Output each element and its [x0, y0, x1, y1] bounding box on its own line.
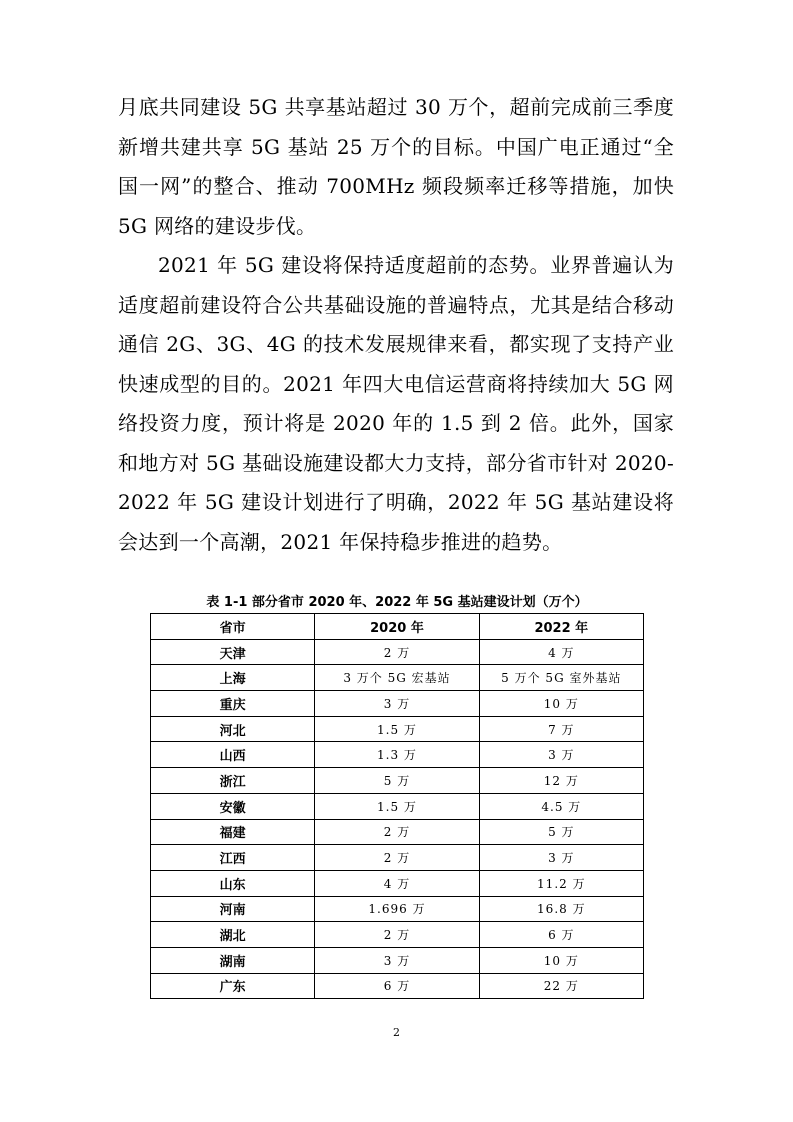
cell-province: 福建	[151, 819, 315, 845]
cell-2022: 7 万	[479, 716, 643, 742]
cell-2022: 10 万	[479, 691, 643, 717]
cell-2022: 5 万	[479, 819, 643, 845]
cell-2022: 22 万	[479, 973, 643, 999]
cell-2020: 1.5 万	[315, 716, 479, 742]
table-row	[151, 845, 644, 871]
cell-2022: 12 万	[479, 768, 643, 794]
table-body	[151, 639, 644, 999]
cell-2022: 5 万个 5G 室外基站	[479, 665, 643, 691]
cell-province: 山西	[151, 742, 315, 768]
cell-2020: 5 万	[315, 768, 479, 794]
table-caption: 表 1-1 部分省市 2020 年、2022 年 5G 基站建设计划（万个）	[206, 595, 588, 610]
cell-province: 江西	[151, 845, 315, 871]
table-row	[151, 973, 644, 999]
cell-2022: 10 万	[479, 947, 643, 973]
cell-2020: 3 万个 5G 宏基站	[315, 665, 479, 691]
cell-province: 重庆	[151, 691, 315, 717]
table-row	[151, 665, 644, 691]
cell-2022: 11.2 万	[479, 870, 643, 896]
base-station-plan-table	[150, 613, 644, 999]
body-text	[118, 88, 674, 562]
cell-province: 河南	[151, 896, 315, 922]
cell-2020: 3 万	[315, 947, 479, 973]
cell-2022: 3 万	[479, 742, 643, 768]
header-2022: 2022 年	[479, 614, 643, 640]
table-row	[151, 716, 644, 742]
cell-2022: 6 万	[479, 922, 643, 948]
cell-province: 浙江	[151, 768, 315, 794]
cell-2020: 1.3 万	[315, 742, 479, 768]
table-row	[151, 742, 644, 768]
cell-2022: 4.5 万	[479, 793, 643, 819]
table-header-row	[151, 614, 644, 640]
table-row	[151, 793, 644, 819]
table-row	[151, 639, 644, 665]
paragraph-1: 月底共同建设 5G 共享基站超过 30 万个，超前完成前三季度新增共建共享 5G 基站 25 万个的目标。中国广电正通过“全国一网”的整合、推动 700MHz 频段频率迁移等措施，加快 5G 网络的建设步伐。	[118, 95, 674, 238]
cell-province: 广东	[151, 973, 315, 999]
cell-2022: 16.8 万	[479, 896, 643, 922]
table-row	[151, 922, 644, 948]
cell-2022: 4 万	[479, 639, 643, 665]
cell-2022: 3 万	[479, 845, 643, 871]
cell-province: 湖北	[151, 922, 315, 948]
table-row	[151, 870, 644, 896]
cell-2020: 2 万	[315, 819, 479, 845]
cell-province: 天津	[151, 639, 315, 665]
cell-province: 安徽	[151, 793, 315, 819]
cell-2020: 1.5 万	[315, 793, 479, 819]
cell-2020: 6 万	[315, 973, 479, 999]
header-province: 省市	[151, 614, 315, 640]
table-row	[151, 819, 644, 845]
cell-2020: 2 万	[315, 845, 479, 871]
cell-2020: 3 万	[315, 691, 479, 717]
cell-province: 湖南	[151, 947, 315, 973]
table-row	[151, 691, 644, 717]
cell-province: 河北	[151, 716, 315, 742]
cell-province: 山东	[151, 870, 315, 896]
cell-2020: 4 万	[315, 870, 479, 896]
cell-2020: 2 万	[315, 639, 479, 665]
table-row	[151, 768, 644, 794]
cell-province: 上海	[151, 665, 315, 691]
table-row	[151, 896, 644, 922]
table-row	[151, 947, 644, 973]
page-number: 2	[393, 1026, 400, 1039]
cell-2020: 2 万	[315, 922, 479, 948]
cell-2020: 1.696 万	[315, 896, 479, 922]
paragraph-2: 2021 年 5G 建设将保持适度超前的态势。业界普遍认为适度超前建设符合公共基础设施的普遍特点，尤其是结合移动通信 2G、3G、4G 的技术发展规律来看，都实现了支持产业快速成型的目的。2021 年四大电信运营商将持续加大 5G 网络投资力度，预计将是 2020 年的 1.5 到 2 倍。此外，国家和地方对 5G 基础设施建设都大力支持，部分省市针对 2020-2022 年 5G 建设计划进行了明确，2022 年 5G 基站建设将会达到一个高潮，2021 年保持稳步推进的趋势。	[118, 253, 674, 554]
header-2020: 2020 年	[315, 614, 479, 640]
